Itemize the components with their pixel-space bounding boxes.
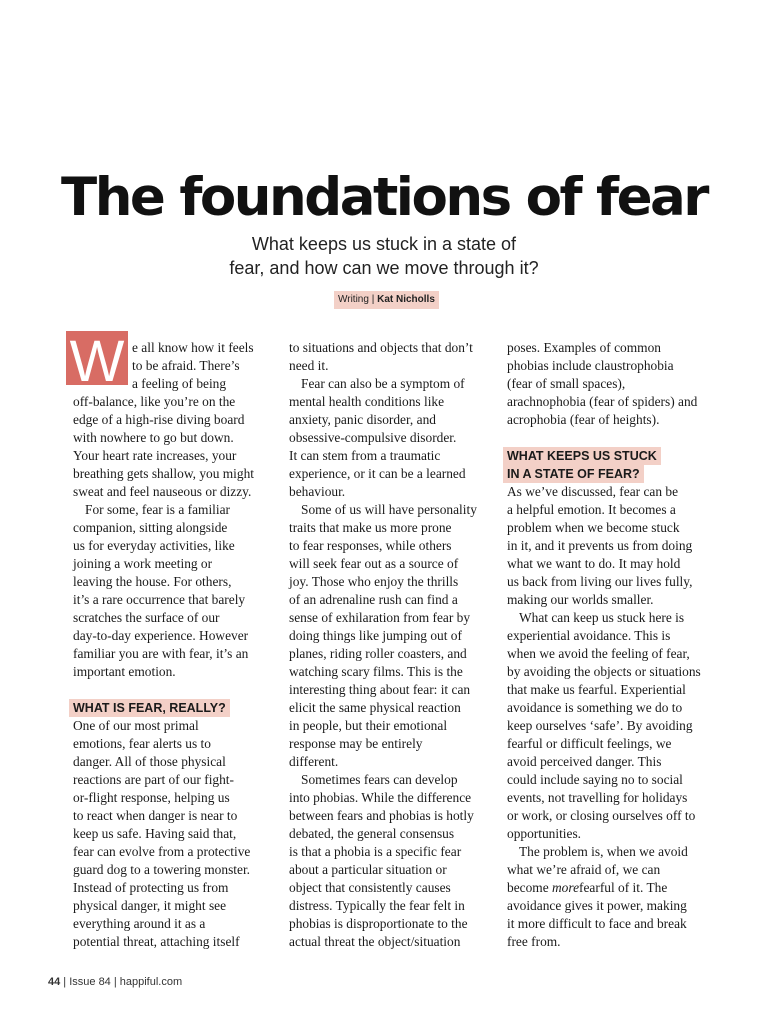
text-line: edge of a high-rise diving board — [73, 412, 245, 427]
text-line: Instead of protecting us from — [73, 880, 229, 895]
paragraph — [289, 501, 486, 771]
page-number: 44 — [48, 976, 61, 988]
drop-cap: W — [66, 331, 128, 385]
section-heading — [73, 699, 270, 717]
text-line: interesting thing about fear: it can — [289, 682, 471, 697]
section-heading-text: WHAT IS FEAR, REALLY? — [69, 699, 230, 717]
text-line: avoid perceived danger. This — [507, 754, 662, 769]
text-line: avoidance gives it power, making — [507, 898, 687, 913]
text-line: What can keep us stuck here is — [519, 610, 685, 625]
text-line: us back from living our lives fully, — [507, 574, 693, 589]
paragraph — [507, 609, 707, 843]
text-line: when we avoid the feeling of fear, — [507, 646, 690, 661]
text-line: that make us fearful. Experiential — [507, 682, 686, 697]
text-fragment: become — [507, 880, 552, 895]
text-line: it more difficult to face and break — [507, 916, 687, 931]
text-line: sweat and feel nauseous or dizzy. — [73, 484, 252, 499]
text-line: Your heart rate increases, your — [73, 448, 237, 463]
text-line: breathing gets shallow, you might — [73, 466, 254, 481]
text-line — [507, 879, 707, 897]
text-line: keep ourselves ‘safe’. By avoiding — [507, 718, 693, 733]
text-line: day-to-day experience. However — [73, 628, 249, 643]
byline-label: Writing | — [338, 294, 378, 305]
text-line: One of our most primal — [73, 718, 199, 733]
text-line: to react when danger is near to — [73, 808, 238, 823]
text-line: everything around it as a — [73, 916, 206, 931]
text-line: into phobias. While the difference — [289, 790, 472, 805]
subtitle-line: What keeps us stuck in a state of — [251, 234, 517, 254]
text-line: The problem is, when we avoid — [519, 844, 688, 859]
text-line: fear can evolve from a protective — [73, 844, 251, 859]
spacer — [507, 429, 707, 447]
text-line: a feeling of being — [132, 376, 227, 391]
byline — [334, 291, 439, 309]
text-line: in people, but their emotional — [289, 718, 448, 733]
text-line: to be afraid. There’s — [132, 358, 240, 373]
text-line: joining a work meeting or — [73, 556, 213, 571]
text-line: acrophobia (fear of heights). — [507, 412, 660, 427]
text-line: what we’re afraid of, we can — [507, 862, 661, 877]
text-line: off-balance, like you’re on the — [73, 394, 236, 409]
text-line: Some of us will have personality — [301, 502, 477, 517]
paragraph — [73, 717, 270, 951]
page-footer — [48, 975, 182, 989]
text-line: experience, or it can be a learned — [289, 466, 466, 481]
emphasis: more — [551, 880, 580, 895]
text-line: object that consistently causes — [289, 880, 451, 895]
paragraph — [289, 339, 486, 375]
text-line: e all know how it feels — [132, 340, 254, 355]
text-line: with nowhere to go but down. — [73, 430, 234, 445]
text-line: arachnophobia (fear of spiders) and — [507, 394, 698, 409]
section-heading-text: WHAT KEEPS US STUCK — [503, 447, 661, 465]
text-line: leaving the house. For others, — [73, 574, 232, 589]
text-line: or work, or closing ourselves off to — [507, 808, 696, 823]
text-line: watching scary films. This is the — [289, 664, 463, 679]
text-line: elicit the same physical reaction — [289, 700, 461, 715]
text-line: to situations and objects that don’t — [289, 340, 473, 355]
text-line: It can stem from a traumatic — [289, 448, 441, 463]
text-line: problem when we become stuck — [507, 520, 680, 535]
article-title: The foundations of fear — [61, 167, 707, 228]
text-line: planes, riding roller coasters, and — [289, 646, 467, 661]
text-line: danger. All of those physical — [73, 754, 226, 769]
text-line: companion, sitting alongside — [73, 520, 228, 535]
text-line: or-flight response, helping us — [73, 790, 230, 805]
article-subtitle — [0, 232, 768, 280]
text-line: us for everyday activities, like — [73, 538, 235, 553]
text-line: response may be entirely — [289, 736, 423, 751]
text-line: could include saying no to social — [507, 772, 683, 787]
text-line: different. — [289, 754, 339, 769]
article-column-1 — [69, 331, 270, 951]
byline-author: Kat Nicholls — [377, 294, 435, 305]
text-line: phobias is disproportionate to the — [289, 916, 468, 931]
text-line: Sometimes fears can develop — [301, 772, 458, 787]
text-line: (fear of small spaces), — [507, 376, 626, 391]
text-line: physical danger, it might see — [73, 898, 227, 913]
paragraph — [289, 771, 486, 951]
spacer — [73, 681, 270, 699]
text-line: to fear responses, while others — [289, 538, 452, 553]
text-line: distress. Typically the fear felt in — [289, 898, 465, 913]
text-line: guard dog to a towering monster. — [73, 862, 251, 877]
text-line: experiential avoidance. This is — [507, 628, 671, 643]
text-line: keep us safe. Having said that, — [73, 826, 237, 841]
text-line: poses. Examples of common — [507, 340, 661, 355]
article-column-3 — [507, 339, 707, 951]
text-line: For some, fear is a familiar — [85, 502, 231, 517]
text-line: joy. Those who enjoy the thrills — [289, 574, 459, 589]
text-line: doing things like jumping out of — [289, 628, 462, 643]
text-line: scratches the surface of our — [73, 610, 220, 625]
section-heading-text: IN A STATE OF FEAR? — [503, 465, 644, 483]
text-line: anxiety, panic disorder, and — [289, 412, 436, 427]
section-heading — [507, 447, 707, 483]
issue-info: | Issue 84 | happiful.com — [60, 976, 183, 988]
text-line: mental health conditions like — [289, 394, 445, 409]
paragraph — [507, 483, 707, 609]
text-line: debated, the general consensus — [289, 826, 455, 841]
paragraph — [73, 501, 270, 681]
text-line: Fear can also be a symptom of — [301, 376, 465, 391]
text-line: important emotion. — [73, 664, 176, 679]
text-line: it’s a rare occurrence that barely — [73, 592, 246, 607]
text-line: of an adrenaline rush can find a — [289, 592, 458, 607]
text-line: As we’ve discussed, fear can be — [507, 484, 679, 499]
text-line: traits that make us more prone — [289, 520, 452, 535]
text-line: actual threat the object/situation — [289, 934, 461, 949]
text-line: need it. — [289, 358, 329, 373]
text-line: behaviour. — [289, 484, 346, 499]
text-line: about a particular situation or — [289, 862, 447, 877]
text-line: making our worlds smaller. — [507, 592, 654, 607]
text-line: free from. — [507, 934, 561, 949]
text-line: sense of exhilaration from fear by — [289, 610, 471, 625]
text-line: will seek fear out as a source of — [289, 556, 459, 571]
text-fragment: fearful of it. The — [579, 880, 668, 895]
text-line: emotions, fear alerts us to — [73, 736, 211, 751]
text-line: in it, and it prevents us from doing — [507, 538, 693, 553]
text-line: reactions are part of our fight- — [73, 772, 234, 787]
subtitle-line: fear, and how can we move through it? — [229, 258, 539, 278]
text-line: by avoiding the objects or situations — [507, 664, 701, 679]
paragraph — [289, 375, 486, 501]
text-line: avoidance is something we do to — [507, 700, 683, 715]
text-line: is that a phobia is a specific fear — [289, 844, 462, 859]
text-line: events, not travelling for holidays — [507, 790, 688, 805]
paragraph — [507, 843, 707, 951]
text-line: between fears and phobias is hotly — [289, 808, 474, 823]
text-line: fearful or difficult feelings, we — [507, 736, 672, 751]
text-line: a helpful emotion. It becomes a — [507, 502, 676, 517]
article-column-2 — [289, 339, 486, 951]
text-line: opportunities. — [507, 826, 582, 841]
text-line: obsessive-compulsive disorder. — [289, 430, 457, 445]
paragraph — [507, 339, 707, 429]
text-line: familiar you are with fear, it’s an — [73, 646, 249, 661]
text-line: phobias include claustrophobia — [507, 358, 674, 373]
text-line: potential threat, attaching itself — [73, 934, 240, 949]
text-line: what we want to do. It may hold — [507, 556, 681, 571]
